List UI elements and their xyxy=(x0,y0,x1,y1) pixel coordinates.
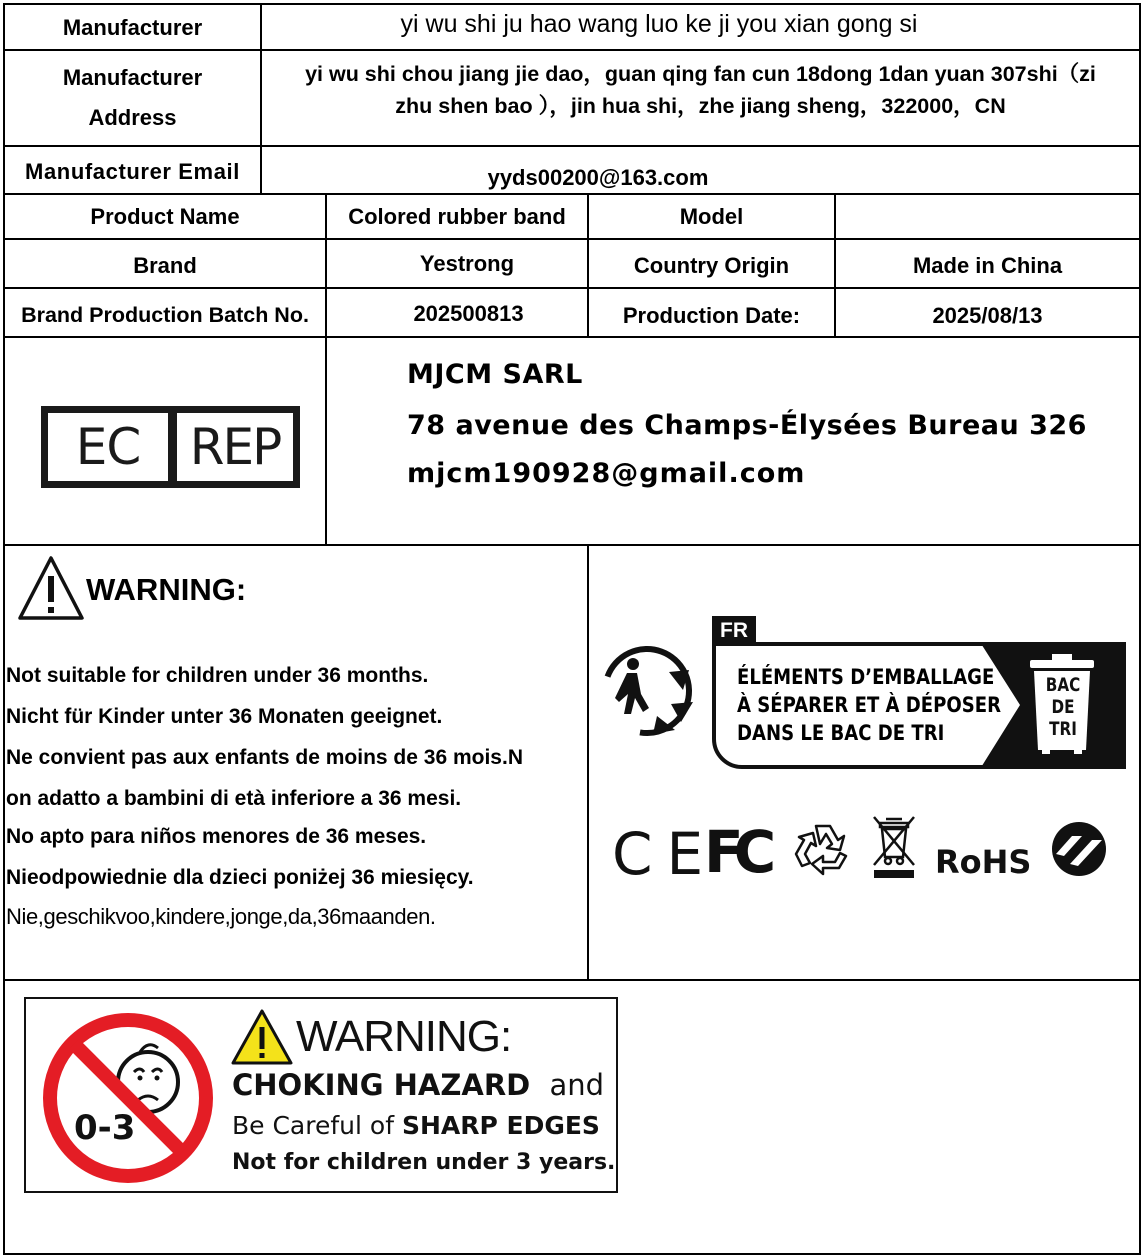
triman-line1: ÉLÉMENTS D’EMBALLAGE xyxy=(737,665,995,689)
rohs-mark: RoHS xyxy=(935,843,1032,881)
batch-label: Brand Production Batch No. xyxy=(21,303,309,328)
batch-value: 202500813 xyxy=(413,301,524,327)
triman-line2: À SÉPARER ET À DÉPOSER xyxy=(737,693,1001,717)
ec-rep-address: 78 avenue des Champs-Élysées Bureau 326 xyxy=(407,410,1087,441)
choking-sharp-text: SHARP EDGES xyxy=(401,1111,600,1140)
model-label: Model xyxy=(679,203,744,229)
date-label: Production Date: xyxy=(622,303,801,329)
choking-careful-line xyxy=(232,1111,600,1140)
rohs-check-icon xyxy=(1050,820,1108,878)
triman-bin-line1: BAC xyxy=(1045,674,1081,696)
country-label: Country Origin xyxy=(633,253,790,279)
warning-line-de: Nicht für Kinder unter 36 Monaten geeignet. xyxy=(6,705,443,728)
warning-heading: WARNING: xyxy=(86,572,247,607)
address-label xyxy=(5,51,260,145)
ec-rep-company: MJCM SARL xyxy=(407,359,583,390)
ec-rep-symbol xyxy=(41,406,300,488)
choking-hazard-line xyxy=(232,1068,604,1102)
brand-label: Brand xyxy=(133,253,197,279)
country-value: Made in China xyxy=(912,253,1063,279)
address-value-line2: zhu shen bao ），jin hua shi，zhe jiang sheng，322000，CN xyxy=(395,94,1006,118)
product-name-value: Colored rubber band xyxy=(348,203,566,229)
triman-country-tag: FR xyxy=(712,616,756,646)
warning-line-fr: Ne convient pas aux enfants de moins de 36 mois.N xyxy=(6,746,523,769)
triman-recycling-icon xyxy=(597,642,701,740)
address-value-line1: yi wu shi chou jiang jie dao，guan qing fan cun 18dong 1dan yuan 307shi（zi xyxy=(305,61,1096,86)
email-value: yyds00200@163.com xyxy=(487,165,709,191)
date-value: 2025/08/13 xyxy=(932,303,1043,329)
choking-warning-triangle-icon xyxy=(230,1008,294,1066)
choking-age-range: 0-3 xyxy=(74,1108,136,1148)
ec-rep-email: mjcm190928@gmail.com xyxy=(407,458,806,489)
model-value xyxy=(836,195,1139,238)
manufacturer-label: Manufacturer xyxy=(62,15,203,41)
address-value xyxy=(262,51,1139,129)
weee-bin-icon xyxy=(870,813,918,879)
warning-line-en: Not suitable for children under 36 months. xyxy=(6,664,429,687)
email-label: Manufacturer Email xyxy=(25,159,240,185)
triman-bin-line3: TRI xyxy=(1049,717,1077,740)
brand-value: Yestrong xyxy=(419,251,515,277)
no-children-under-3-icon xyxy=(40,1010,216,1186)
warning-line-nl: Nie,geschikvoo,kindere,jonge,da,36maanden. xyxy=(6,904,436,929)
ec-rep-symbol-ec: EC xyxy=(48,413,177,481)
choking-careful-text: Be Careful of xyxy=(232,1111,394,1140)
choking-under-text: Not for children under 3 years. xyxy=(232,1150,616,1175)
choking-warning-heading: WARNING: xyxy=(296,1012,512,1061)
address-label-line2: Address xyxy=(88,105,177,130)
warning-line-it: on adatto a bambini di età inferiore a 36 mesi. xyxy=(6,787,462,810)
triman-line3: DANS LE BAC DE TRI xyxy=(737,721,945,745)
triman-bin-line2: DE xyxy=(1051,695,1075,718)
warning-line-es: No apto para niños menores de 36 meses. xyxy=(6,825,427,848)
warning-triangle-icon xyxy=(16,554,86,624)
warning-line-pl: Nieodpowiednie dla dzieci poniżej 36 miesięcy. xyxy=(6,866,474,889)
choking-hazard-text: CHOKING HAZARD xyxy=(232,1068,531,1102)
choking-and-text: and xyxy=(549,1068,605,1102)
product-name-label: Product Name xyxy=(90,203,240,229)
ec-rep-symbol-rep: REP xyxy=(189,418,281,476)
fc-mark: FC xyxy=(704,818,767,886)
recycle-icon xyxy=(794,820,852,878)
manufacturer-value: yi wu shi ju hao wang luo ke ji you xian gong si xyxy=(400,9,918,38)
triman-bin-text xyxy=(1045,675,1082,741)
address-label-line1: Manufacturer xyxy=(62,65,203,91)
ce-mark: CE xyxy=(612,820,718,888)
